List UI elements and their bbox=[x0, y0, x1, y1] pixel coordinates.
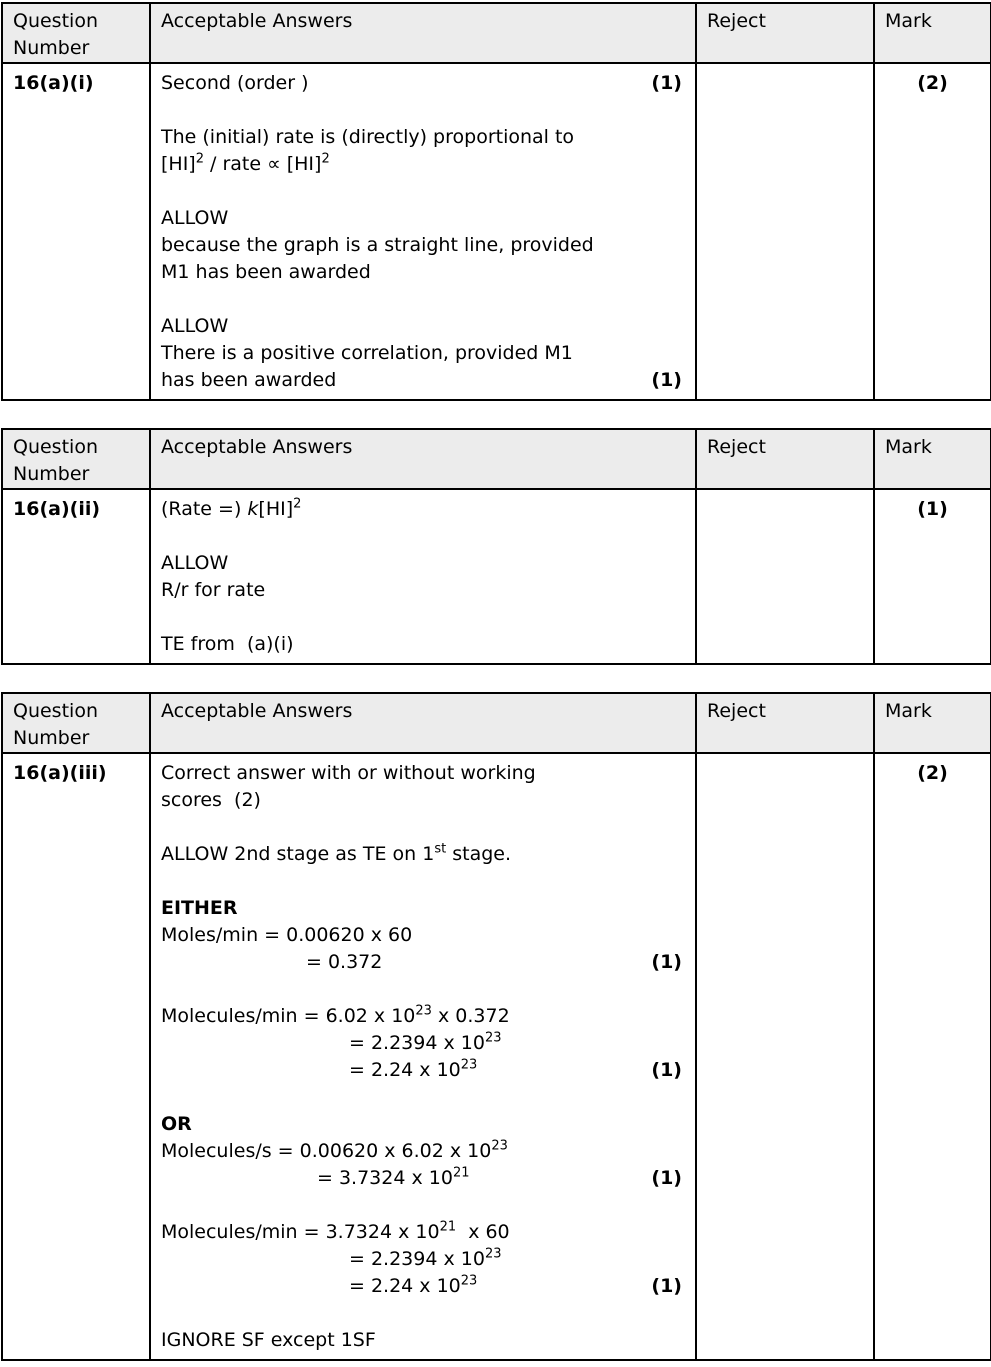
answer-line bbox=[161, 868, 685, 895]
answer-line: = 3.7324 x $10^{21}$ (1) bbox=[161, 1165, 685, 1192]
answer-line bbox=[161, 814, 685, 841]
mark-cell: (2) bbox=[874, 753, 991, 1360]
answer-line bbox=[161, 1300, 685, 1327]
answer-line: Molecules/min = 3.7324 x $10^{21}$ x 60 bbox=[161, 1219, 510, 1243]
mark-cell: (2) bbox=[874, 63, 991, 400]
question-number-cell: 16(a)(i) bbox=[2, 63, 150, 400]
answer-line: ALLOW bbox=[161, 207, 229, 229]
answer-line: = 2.24 x $10^{23}$ (1) bbox=[161, 1273, 685, 1300]
answer-line: because the graph is a straight line, provided bbox=[161, 234, 594, 256]
inline-mark-point: (1) bbox=[651, 369, 682, 391]
answer-line: M1 has been awarded bbox=[161, 261, 371, 283]
answer-line bbox=[161, 604, 685, 631]
header-row bbox=[2, 3, 991, 63]
column-header-mark: Mark bbox=[874, 429, 991, 489]
column-header-reject: Reject bbox=[696, 429, 874, 489]
answer-line: = 2.2394 x $10^{23}$ bbox=[349, 1030, 502, 1054]
answer-line: = 0.372 (1) bbox=[161, 949, 685, 976]
answer-line: (Rate =) k[HI]$^2$ bbox=[161, 496, 302, 520]
answer-line: Correct answer with or without working bbox=[161, 762, 536, 784]
answer-line: R/r for rate bbox=[161, 579, 266, 601]
answer-line: has been awarded (1) bbox=[161, 367, 685, 394]
answer-line: ALLOW bbox=[161, 315, 229, 337]
acceptable-answers-cell bbox=[150, 489, 696, 664]
answer-line: The (initial) rate is (directly) proportional to bbox=[161, 126, 575, 148]
answer-line: [HI]$^2$ / rate ∝ [HI]$^2$ bbox=[161, 151, 330, 175]
inline-mark-point: (1) bbox=[651, 951, 682, 973]
column-header-mark: Mark bbox=[874, 693, 991, 753]
answer-line: = 2.24 x $10^{23}$ (1) bbox=[161, 1057, 685, 1084]
answer-line bbox=[161, 178, 685, 205]
inline-mark-point: (1) bbox=[651, 1275, 682, 1297]
mark-scheme-table-16aiii bbox=[1, 692, 991, 1361]
column-header-question-number: Question Number bbox=[2, 429, 150, 489]
answer-line: ALLOW bbox=[161, 552, 229, 574]
column-header-acceptable-answers: Acceptable Answers bbox=[150, 693, 696, 753]
acceptable-answers-cell bbox=[150, 753, 696, 1360]
column-header-reject: Reject bbox=[696, 3, 874, 63]
column-header-reject: Reject bbox=[696, 693, 874, 753]
reject-cell bbox=[696, 753, 874, 1360]
mark-cell: (1) bbox=[874, 489, 991, 664]
table-row bbox=[2, 753, 991, 1360]
answer-line bbox=[161, 1084, 685, 1111]
answer-line bbox=[161, 1192, 685, 1219]
answer-line: Molecules/min = 6.02 x $10^{23}$ x 0.372 bbox=[161, 1003, 510, 1027]
header-row bbox=[2, 429, 991, 489]
answer-line bbox=[161, 286, 685, 313]
reject-cell bbox=[696, 489, 874, 664]
column-header-mark: Mark bbox=[874, 3, 991, 63]
answer-line: Second (order ) (1) bbox=[161, 70, 685, 97]
question-number-cell: 16(a)(iii) bbox=[2, 753, 150, 1360]
table-row bbox=[2, 489, 991, 664]
answer-line: ALLOW 2nd stage as TE on 1st stage. bbox=[161, 841, 512, 865]
column-header-question-number: Question Number bbox=[2, 3, 150, 63]
answer-line: OR bbox=[161, 1113, 192, 1135]
acceptable-answers-cell bbox=[150, 63, 696, 400]
answer-line: scores (2) bbox=[161, 789, 261, 811]
answer-line bbox=[161, 523, 685, 550]
answer-line: TE from (a)(i) bbox=[161, 633, 294, 655]
inline-mark-point: (1) bbox=[651, 1167, 682, 1189]
mark-scheme-table-16aii bbox=[1, 428, 991, 665]
answer-line: IGNORE SF except 1SF bbox=[161, 1329, 376, 1351]
question-number-cell: 16(a)(ii) bbox=[2, 489, 150, 664]
column-header-acceptable-answers: Acceptable Answers bbox=[150, 3, 696, 63]
mark-scheme-table-16ai bbox=[1, 2, 991, 401]
answer-line: Moles/min = 0.00620 x 60 bbox=[161, 924, 413, 946]
reject-cell bbox=[696, 63, 874, 400]
inline-mark-point: (1) bbox=[651, 72, 682, 94]
answer-line bbox=[161, 97, 685, 124]
table-row bbox=[2, 63, 991, 400]
column-header-question-number: Question Number bbox=[2, 693, 150, 753]
answer-line: There is a positive correlation, provided M1 bbox=[161, 342, 573, 364]
answer-line: EITHER bbox=[161, 897, 238, 919]
column-header-acceptable-answers: Acceptable Answers bbox=[150, 429, 696, 489]
inline-mark-point: (1) bbox=[651, 1059, 682, 1081]
answer-line: = 2.2394 x $10^{23}$ bbox=[349, 1246, 502, 1270]
answer-line: Molecules/s = 0.00620 x 6.02 x $10^{23}$ bbox=[161, 1138, 508, 1162]
header-row bbox=[2, 693, 991, 753]
answer-line bbox=[161, 976, 685, 1003]
